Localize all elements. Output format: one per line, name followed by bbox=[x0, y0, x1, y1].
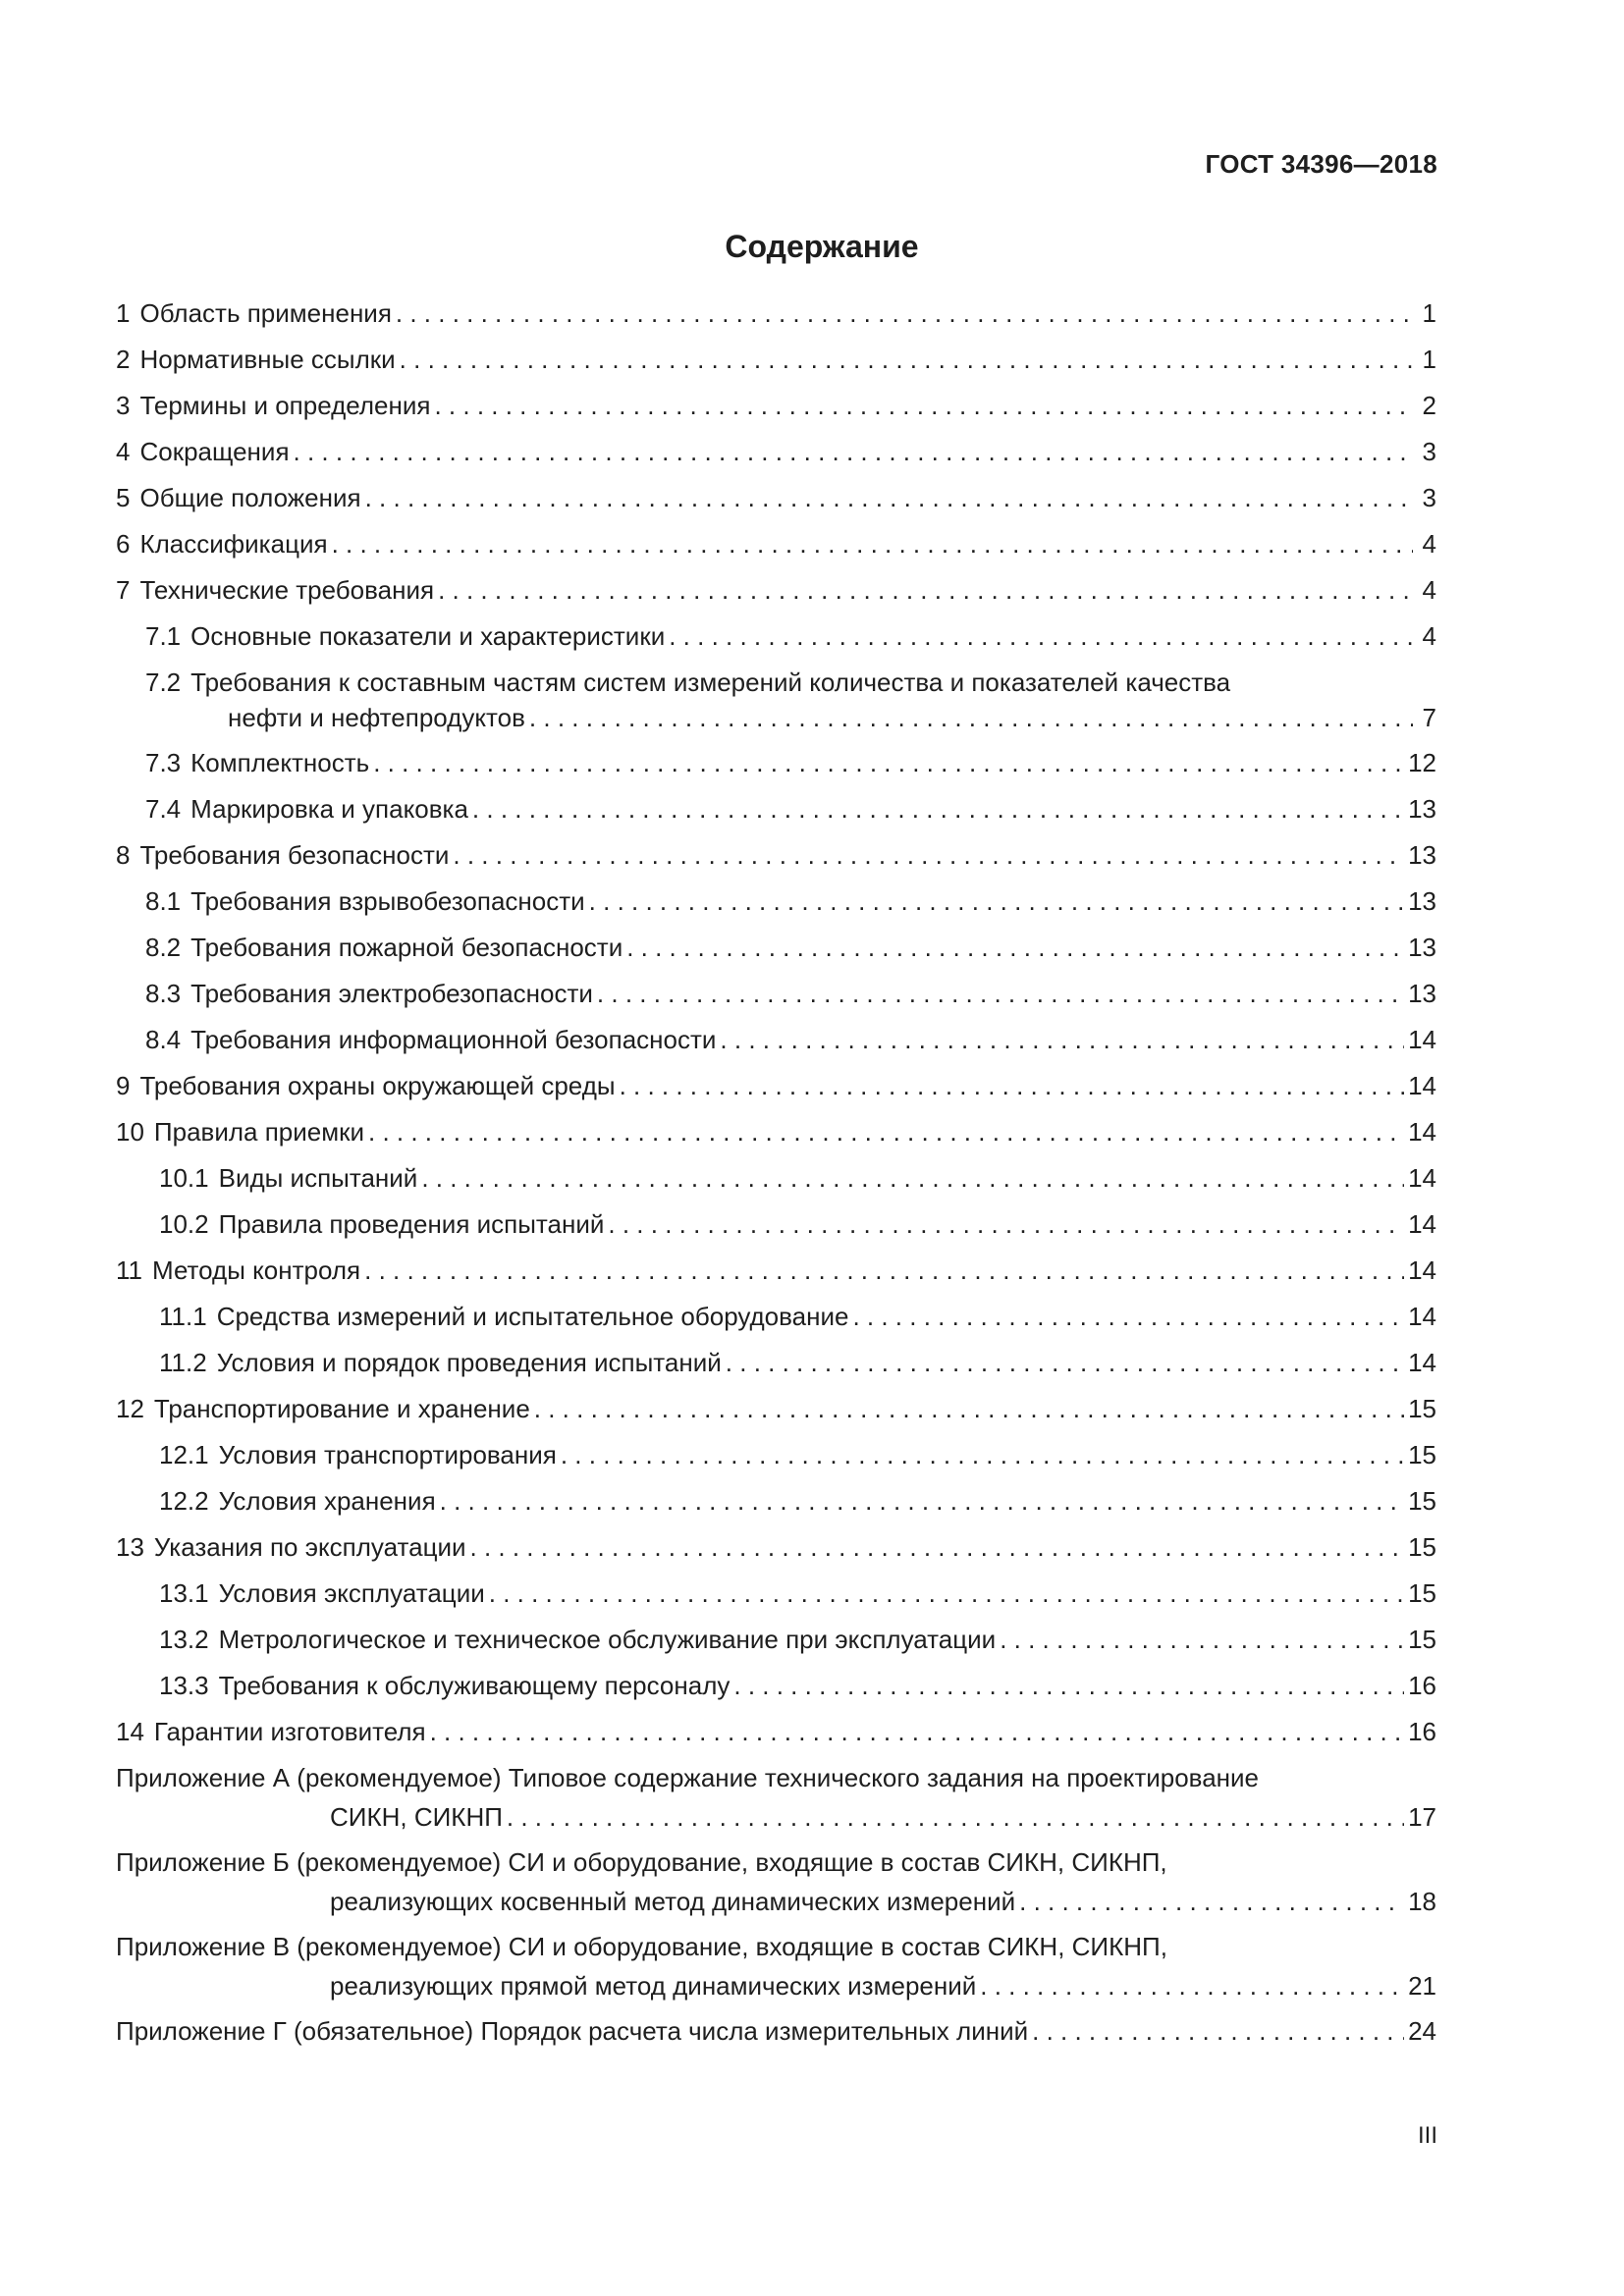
toc-entry-number: 11 bbox=[116, 1255, 142, 1285]
toc-entry-page: 15 bbox=[1408, 1486, 1436, 1516]
toc-entry-page: 14 bbox=[1408, 1117, 1436, 1147]
dot-leader bbox=[430, 1716, 1405, 1747]
toc-entry-page: 15 bbox=[1408, 1394, 1436, 1423]
toc-entry-title: Средства измерений и испытательное оборудование bbox=[216, 1302, 849, 1331]
toc-entry-title: Комплектность bbox=[190, 748, 370, 777]
toc-entry-title: Приложение Б (рекомендуемое) СИ и оборудование, входящие в состав СИКН, СИКНП, bbox=[116, 1847, 1167, 1877]
toc-entry[interactable] bbox=[116, 1716, 1436, 1747]
toc-subentry[interactable] bbox=[116, 620, 1436, 652]
dot-leader bbox=[608, 1208, 1404, 1240]
dot-leader bbox=[529, 702, 1413, 733]
toc-entry-title: Основные показатели и характеристики bbox=[190, 621, 666, 651]
toc-entry-page: 24 bbox=[1408, 2016, 1436, 2046]
dot-leader bbox=[589, 885, 1404, 917]
toc-entry-page: 13 bbox=[1408, 794, 1436, 824]
toc-entry-number: 3 bbox=[116, 391, 131, 420]
toc-entry[interactable] bbox=[116, 528, 1436, 560]
toc-entry-title: Приложение А (рекомендуемое) Типовое содержание технического задания на проектирование bbox=[116, 1763, 1260, 1792]
toc-entry-number: 8.1 bbox=[145, 886, 182, 916]
dot-leader bbox=[472, 793, 1404, 825]
toc-entry-number: 12.2 bbox=[159, 1486, 209, 1516]
toc-entry[interactable] bbox=[116, 1531, 1436, 1563]
toc-entry-title: Правила приемки bbox=[153, 1117, 365, 1147]
toc-entry-page: 1 bbox=[1422, 298, 1436, 328]
toc-entry-page: 16 bbox=[1408, 1671, 1436, 1700]
dot-leader bbox=[368, 1116, 1404, 1148]
toc-entry-number: 13.1 bbox=[159, 1578, 209, 1608]
toc-entry-page: 13 bbox=[1408, 933, 1436, 962]
toc-entry[interactable] bbox=[116, 1393, 1436, 1424]
toc-entry-title: Общие положения bbox=[139, 483, 361, 512]
toc-subentry[interactable] bbox=[116, 1347, 1436, 1378]
toc-subentry[interactable] bbox=[116, 667, 1436, 733]
dot-leader bbox=[852, 1301, 1404, 1332]
toc-entry-page: 14 bbox=[1408, 1209, 1436, 1239]
toc-entry-page: 4 bbox=[1422, 621, 1436, 651]
toc-entry-number: 7.2 bbox=[145, 667, 182, 697]
toc-subentry[interactable] bbox=[116, 747, 1436, 778]
toc-entry-title-continuation: реализующих прямой метод динамических измерений bbox=[330, 1971, 977, 2001]
toc-appendix-entry[interactable] bbox=[116, 1931, 1436, 2002]
dot-leader bbox=[507, 1801, 1404, 1833]
page-number: III bbox=[1417, 2122, 1437, 2149]
toc-entry-page: 15 bbox=[1408, 1578, 1436, 1608]
toc-entry-title-continuation: СИКН, СИКНП bbox=[330, 1802, 503, 1832]
toc-subentry[interactable] bbox=[116, 1624, 1436, 1655]
dot-leader bbox=[597, 978, 1404, 1009]
toc-entry-page: 4 bbox=[1422, 575, 1436, 605]
dot-leader bbox=[720, 1024, 1404, 1055]
toc-entry-title: Гарантии изготовителя bbox=[153, 1717, 426, 1746]
toc-entry-page: 4 bbox=[1422, 529, 1436, 559]
toc-entry-title: Требования к обслуживающему персоналу bbox=[218, 1671, 731, 1700]
toc-entry[interactable] bbox=[116, 482, 1436, 513]
toc-entry[interactable] bbox=[116, 297, 1436, 329]
dot-leader bbox=[421, 1162, 1404, 1194]
toc-subentry[interactable] bbox=[116, 885, 1436, 917]
toc-entry-title: Виды испытаний bbox=[218, 1163, 418, 1193]
toc-entry-page: 3 bbox=[1422, 483, 1436, 512]
toc-entry-number: 14 bbox=[116, 1717, 144, 1746]
toc-entry[interactable] bbox=[116, 839, 1436, 871]
toc-entry-page: 13 bbox=[1408, 886, 1436, 916]
toc-entry-title: Требования взрывобезопасности bbox=[190, 886, 585, 916]
toc-entry-title: Правила проведения испытаний bbox=[218, 1209, 605, 1239]
toc-entry[interactable] bbox=[116, 436, 1436, 467]
toc-appendix-entry[interactable] bbox=[116, 2015, 1436, 2047]
dot-leader bbox=[980, 1970, 1404, 2002]
toc-entry-title: Требования пожарной безопасности bbox=[190, 933, 623, 962]
dot-leader bbox=[489, 1577, 1404, 1609]
toc-subentry[interactable] bbox=[116, 1301, 1436, 1332]
toc-entry-page: 1 bbox=[1422, 345, 1436, 374]
toc-entry-page: 14 bbox=[1408, 1348, 1436, 1377]
toc-entry-number: 7.1 bbox=[145, 621, 182, 651]
toc-entry-number: 4 bbox=[116, 437, 131, 466]
dot-leader bbox=[373, 747, 1404, 778]
toc-entry[interactable] bbox=[116, 390, 1436, 421]
toc-subentry[interactable] bbox=[116, 1162, 1436, 1194]
toc-entry-number: 5 bbox=[116, 483, 131, 512]
toc-entry-number: 11.1 bbox=[159, 1302, 207, 1331]
toc-entry-title: Требования электробезопасности bbox=[190, 979, 593, 1008]
dot-leader bbox=[440, 1485, 1404, 1517]
toc-entry-number: 10.1 bbox=[159, 1163, 209, 1193]
dot-leader bbox=[626, 932, 1404, 963]
toc-entry[interactable] bbox=[116, 1116, 1436, 1148]
toc-entry-page: 2 bbox=[1422, 391, 1436, 420]
toc-entry-title: Требования к составным частям систем измерений количества и показателей качества bbox=[190, 667, 1231, 697]
toc-subentry[interactable] bbox=[116, 793, 1436, 825]
dot-leader bbox=[453, 839, 1404, 871]
toc-entry-title: Термины и определения bbox=[139, 391, 431, 420]
toc-entry-number: 9 bbox=[116, 1071, 131, 1100]
toc-entry-page: 14 bbox=[1408, 1302, 1436, 1331]
toc-entry-number: 7 bbox=[116, 575, 131, 605]
toc-entry-number: 11.2 bbox=[159, 1348, 207, 1377]
dot-leader bbox=[1032, 2015, 1404, 2047]
toc-entry-number: 2 bbox=[116, 345, 131, 374]
toc-entry-title: Нормативные ссылки bbox=[139, 345, 396, 374]
toc-entry-number: 8.4 bbox=[145, 1025, 182, 1054]
table-of-contents bbox=[116, 297, 1436, 2061]
toc-entry-number: 13.2 bbox=[159, 1625, 209, 1654]
toc-entry-title-continuation: нефти и нефтепродуктов bbox=[228, 703, 525, 732]
toc-entry-page: 15 bbox=[1408, 1625, 1436, 1654]
toc-entry-title: Методы контроля bbox=[152, 1255, 361, 1285]
toc-subentry[interactable] bbox=[116, 1670, 1436, 1701]
toc-entry-page: 7 bbox=[1422, 703, 1436, 732]
toc-entry-title: Маркировка и упаковка bbox=[190, 794, 468, 824]
document-number: ГОСТ 34396—2018 bbox=[1205, 149, 1437, 179]
dot-leader bbox=[365, 482, 1413, 513]
toc-entry-number: 10.2 bbox=[159, 1209, 209, 1239]
toc-entry-title: Приложение Г (обязательное) Порядок расчета числа измерительных линий bbox=[116, 2016, 1029, 2046]
toc-entry-title: Требования безопасности bbox=[139, 840, 450, 870]
toc-entry-page: 17 bbox=[1408, 1802, 1436, 1832]
toc-entry-number: 8.2 bbox=[145, 933, 182, 962]
toc-entry-title: Условия и порядок проведения испытаний bbox=[216, 1348, 722, 1377]
dot-leader bbox=[1000, 1624, 1404, 1655]
dot-leader bbox=[396, 297, 1413, 329]
toc-entry-number: 8.3 bbox=[145, 979, 182, 1008]
dot-leader bbox=[364, 1255, 1404, 1286]
toc-entry-page: 15 bbox=[1408, 1532, 1436, 1562]
toc-entry-page: 14 bbox=[1408, 1163, 1436, 1193]
dot-leader bbox=[294, 436, 1413, 467]
dot-leader bbox=[1019, 1886, 1404, 1917]
toc-entry-page: 14 bbox=[1408, 1071, 1436, 1100]
toc-entry-title: Область применения bbox=[139, 298, 392, 328]
toc-entry[interactable] bbox=[116, 574, 1436, 606]
toc-entry-page: 13 bbox=[1408, 840, 1436, 870]
toc-entry-number: 8 bbox=[116, 840, 131, 870]
toc-entry[interactable] bbox=[116, 1070, 1436, 1101]
dot-leader bbox=[434, 390, 1413, 421]
dot-leader bbox=[400, 344, 1413, 375]
toc-entry-page: 13 bbox=[1408, 979, 1436, 1008]
toc-appendix-entry[interactable] bbox=[116, 1846, 1436, 1917]
dot-leader bbox=[332, 528, 1413, 560]
toc-entry-number: 7.3 bbox=[145, 748, 182, 777]
dot-leader bbox=[726, 1347, 1404, 1378]
dot-leader bbox=[470, 1531, 1405, 1563]
toc-entry-title: Приложение В (рекомендуемое) СИ и оборудование, входящие в состав СИКН, СИКНП, bbox=[116, 1932, 1167, 1961]
dot-leader bbox=[733, 1670, 1404, 1701]
toc-entry-number: 7.4 bbox=[145, 794, 182, 824]
toc-entry-title: Требования охраны окружающей среды bbox=[139, 1071, 616, 1100]
dot-leader bbox=[438, 574, 1413, 606]
toc-subentry[interactable] bbox=[116, 1485, 1436, 1517]
toc-entry-page: 18 bbox=[1408, 1887, 1436, 1916]
toc-subentry[interactable] bbox=[116, 1439, 1436, 1470]
toc-entry-title: Сокращения bbox=[139, 437, 290, 466]
toc-entry-title: Транспортирование и хранение bbox=[153, 1394, 530, 1423]
toc-entry-number: 1 bbox=[116, 298, 131, 328]
toc-entry-title: Указания по эксплуатации bbox=[153, 1532, 466, 1562]
toc-subentry[interactable] bbox=[116, 1577, 1436, 1609]
page-title: Содержание bbox=[725, 229, 919, 264]
toc-entry-number: 12 bbox=[116, 1394, 144, 1423]
toc-entry-page: 14 bbox=[1408, 1025, 1436, 1054]
toc-entry-title: Требования информационной безопасности bbox=[190, 1025, 717, 1054]
toc-entry-page: 21 bbox=[1408, 1971, 1436, 2001]
toc-entry-page: 3 bbox=[1422, 437, 1436, 466]
toc-subentry[interactable] bbox=[116, 978, 1436, 1009]
toc-entry-title: Условия хранения bbox=[218, 1486, 436, 1516]
toc-entry-number: 13.3 bbox=[159, 1671, 209, 1700]
toc-entry-number: 12.1 bbox=[159, 1440, 209, 1469]
toc-entry-number: 6 bbox=[116, 529, 131, 559]
dot-leader bbox=[620, 1070, 1405, 1101]
toc-entry-title: Метрологическое и техническое обслуживание при эксплуатации bbox=[218, 1625, 997, 1654]
toc-entry-page: 15 bbox=[1408, 1440, 1436, 1469]
toc-entry-page: 16 bbox=[1408, 1717, 1436, 1746]
toc-entry-page: 12 bbox=[1408, 748, 1436, 777]
toc-entry[interactable] bbox=[116, 1255, 1436, 1286]
toc-entry-title-continuation: реализующих косвенный метод динамических измерений bbox=[330, 1887, 1016, 1916]
toc-entry-title: Классификация bbox=[139, 529, 328, 559]
dot-leader bbox=[669, 620, 1413, 652]
toc-entry[interactable] bbox=[116, 344, 1436, 375]
toc-appendix-entry[interactable] bbox=[116, 1762, 1436, 1833]
dot-leader bbox=[561, 1439, 1404, 1470]
dot-leader bbox=[534, 1393, 1404, 1424]
toc-subentry[interactable] bbox=[116, 1208, 1436, 1240]
toc-subentry[interactable] bbox=[116, 932, 1436, 963]
toc-entry-title: Условия эксплуатации bbox=[218, 1578, 485, 1608]
toc-entry-title: Технические требования bbox=[139, 575, 435, 605]
toc-entry-title: Условия транспортирования bbox=[218, 1440, 557, 1469]
toc-entry-page: 14 bbox=[1408, 1255, 1436, 1285]
toc-entry-number: 13 bbox=[116, 1532, 144, 1562]
toc-entry-number: 10 bbox=[116, 1117, 144, 1147]
toc-subentry[interactable] bbox=[116, 1024, 1436, 1055]
